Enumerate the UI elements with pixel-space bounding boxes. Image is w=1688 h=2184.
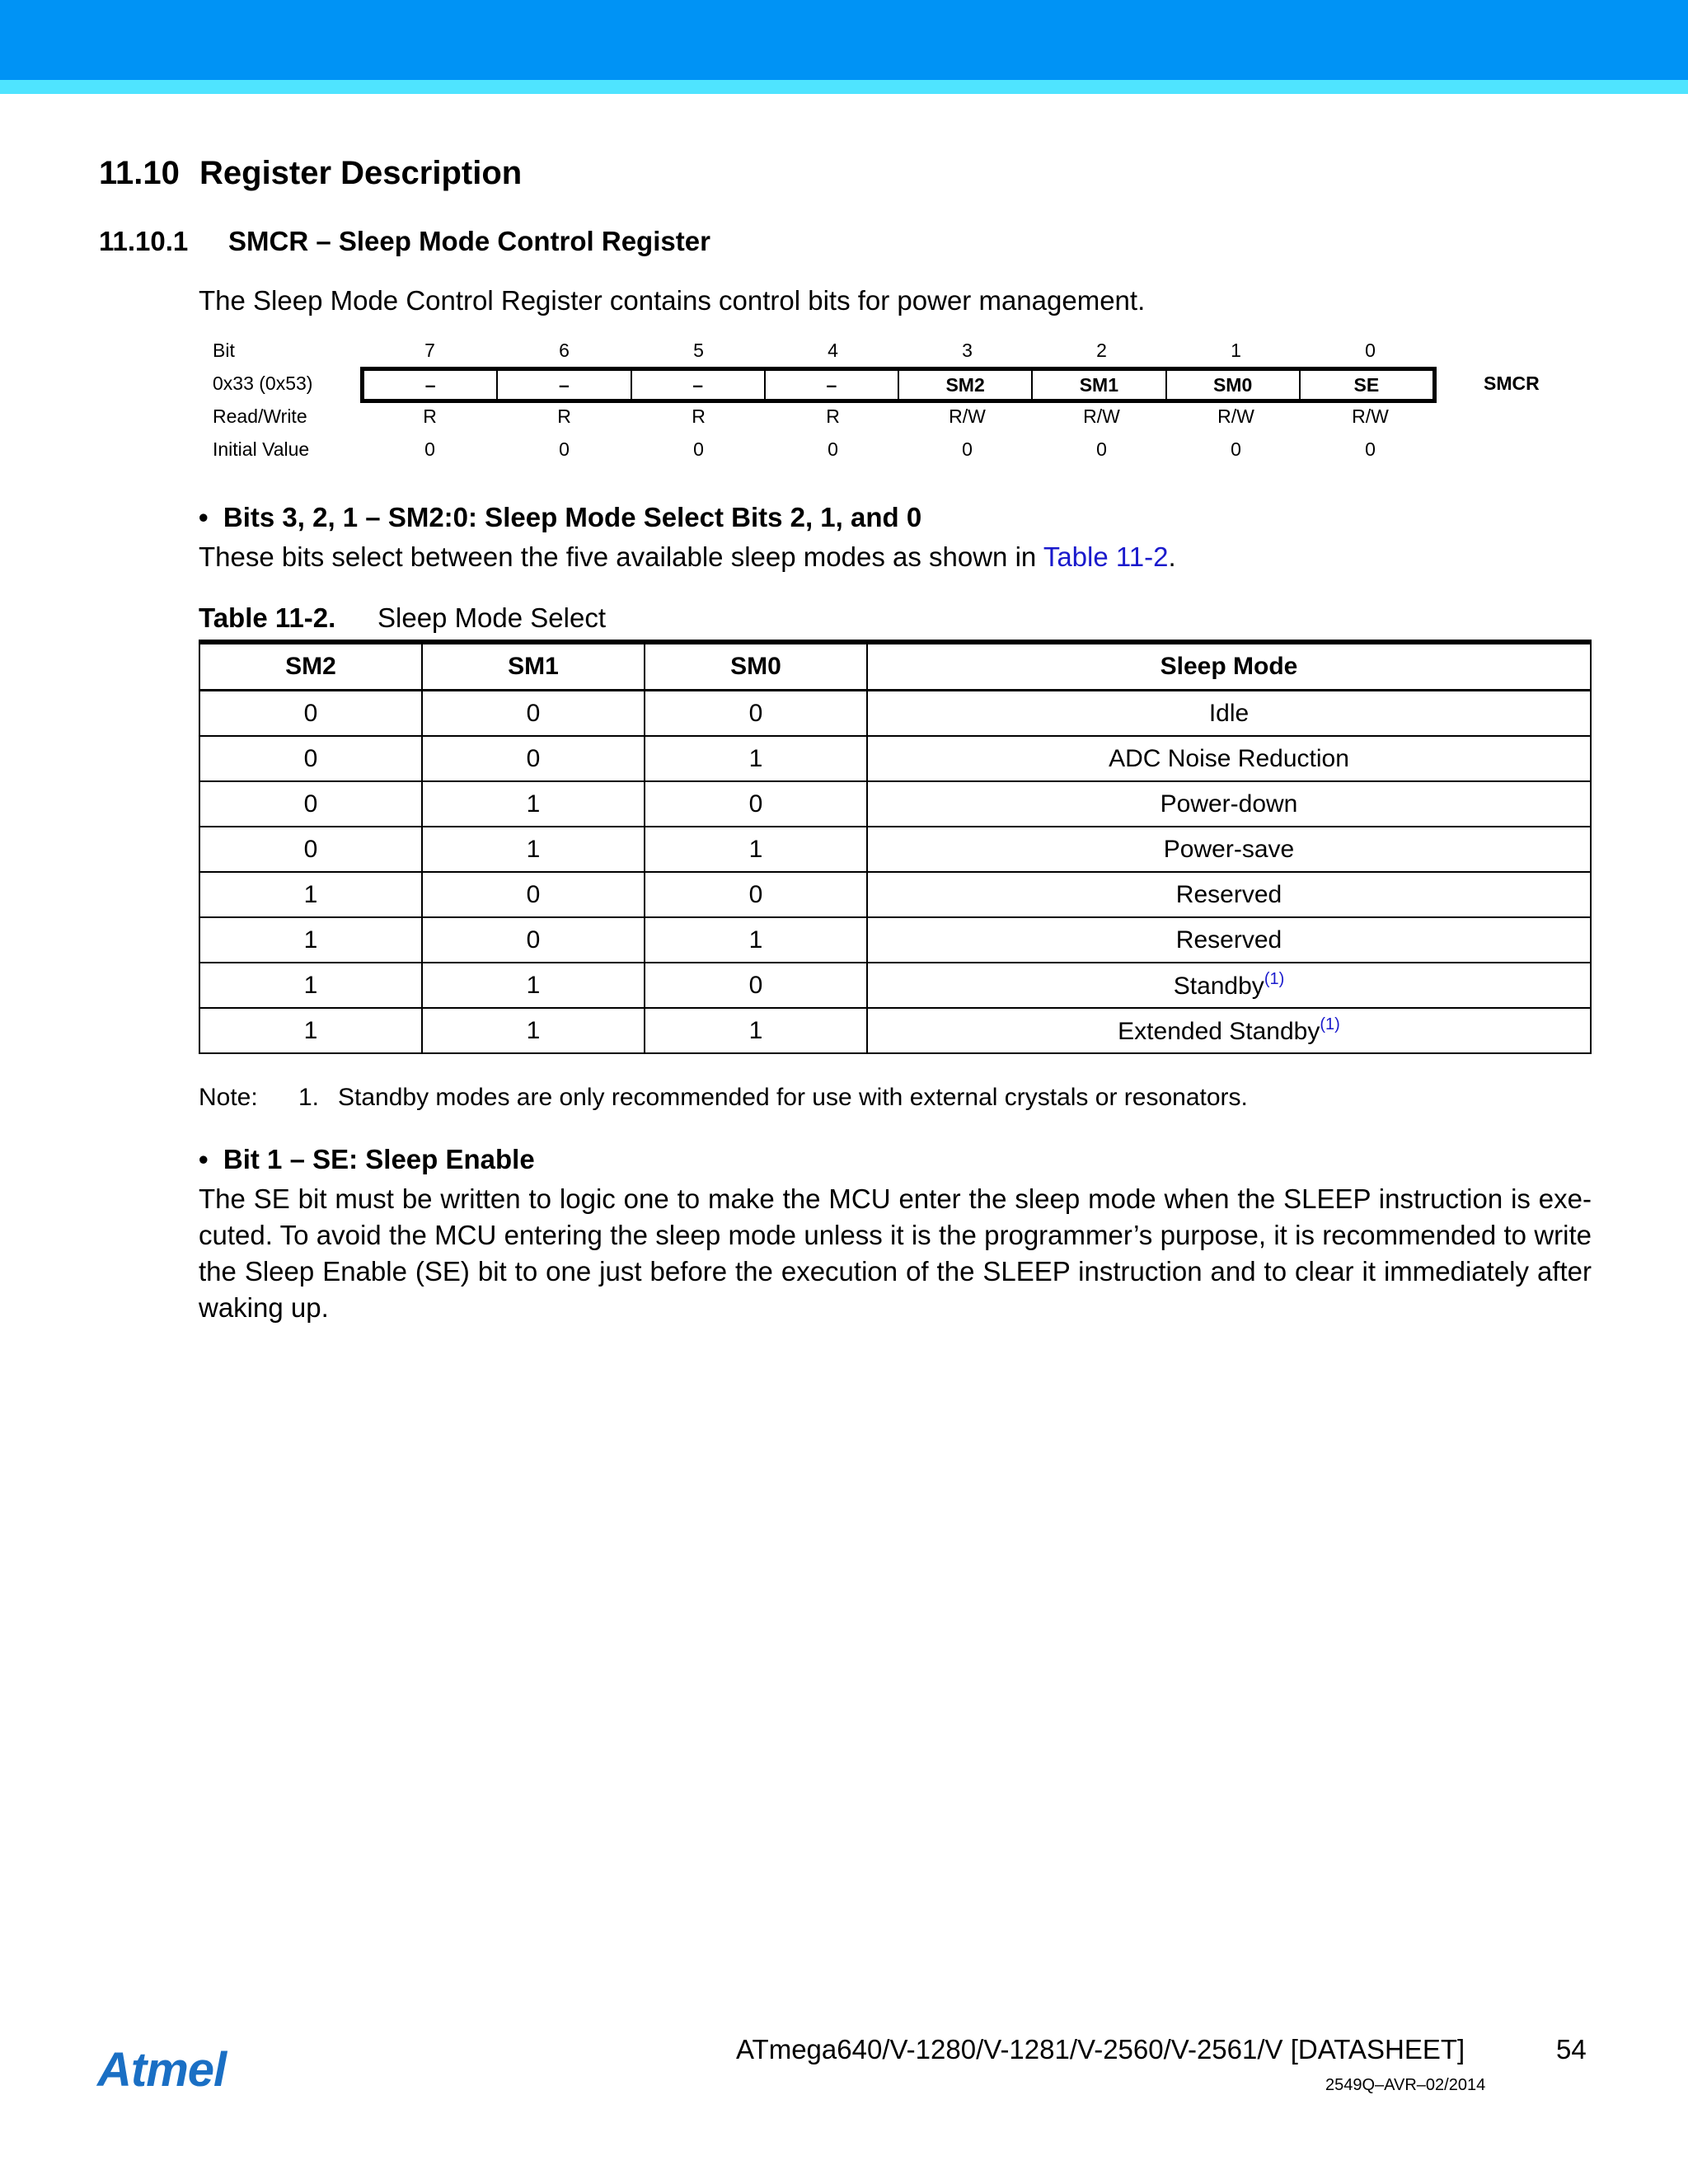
bullet-sleep-mode-select: • Bits 3, 2, 1 – SM2:0: Sleep Mode Select Bits 2, 1, and 0: [199, 502, 922, 532]
section-heading: [99, 155, 522, 192]
cell-sm1: 1: [422, 781, 645, 827]
cell-sm2: 1: [199, 917, 422, 963]
reg-bit-cell: SE: [1299, 371, 1432, 399]
cell-sm2: 0: [199, 736, 422, 781]
cell-sleep-mode: [867, 691, 1591, 737]
intro-paragraph: The Sleep Mode Control Register contains control bits for power management.: [199, 285, 1146, 316]
cell-sm0: 1: [645, 1008, 867, 1053]
reg-bit-number: 3: [962, 340, 973, 361]
cell-sm2: 0: [199, 827, 422, 872]
cell-sleep-mode: [867, 827, 1591, 872]
page-number: 54: [1556, 2034, 1587, 2064]
reg-initial-value: 0: [424, 438, 435, 460]
cell-sm2: 1: [199, 872, 422, 917]
reg-rw-value: R: [692, 405, 706, 427]
paragraph-end: .: [1168, 541, 1176, 572]
cell-sleep-mode: [867, 917, 1591, 963]
subsection-title: SMCR – Sleep Mode Control Register: [228, 226, 710, 256]
cell-sm1: 0: [422, 917, 645, 963]
sleep-mode-paragraph: [199, 539, 1176, 575]
subsection-number: 11.10.1: [99, 226, 189, 256]
sleep-mode-name: Idle: [1208, 699, 1250, 727]
reg-initial-value: 0: [828, 438, 838, 460]
reg-bit-label: Bit: [213, 340, 235, 361]
table-row: [199, 1008, 1591, 1053]
cell-sm2: 1: [199, 963, 422, 1008]
register-name: SMCR: [1484, 373, 1540, 394]
table-row: [199, 691, 1591, 737]
reg-rw-value: R: [423, 405, 437, 427]
reg-initial-value: 0: [1231, 438, 1241, 460]
reg-bit-cell: –: [631, 371, 764, 399]
cell-sleep-mode: [867, 781, 1591, 827]
reg-initial-value: 0: [1096, 438, 1107, 460]
reg-bit-cell: –: [764, 371, 898, 399]
reg-bit-number: 0: [1365, 340, 1376, 361]
reg-bit-cell: SM0: [1165, 371, 1299, 399]
cell-sm1: 0: [422, 736, 645, 781]
document-code: 2549Q–AVR–02/2014: [1325, 2076, 1486, 2094]
note-label: Note:: [199, 1084, 258, 1111]
reg-rw-value: R/W: [1083, 405, 1120, 427]
footnote-ref[interactable]: (1): [1264, 970, 1285, 988]
cell-sm0: 0: [645, 691, 867, 737]
sleep-mode-table: [199, 640, 1592, 1054]
table-row: [199, 781, 1591, 827]
sleep-mode-name: Power-down: [1160, 790, 1298, 818]
reg-bit-number: 6: [559, 340, 570, 361]
header-sm0: SM0: [645, 642, 867, 691]
header-stripe: [0, 80, 1688, 94]
table-caption: [199, 602, 606, 634]
reg-initial-value: 0: [1365, 438, 1376, 460]
header-bar: [0, 0, 1688, 80]
bullet-sleep-enable: • Bit 1 – SE: Sleep Enable: [199, 1144, 535, 1174]
reg-bit-number: 5: [693, 340, 704, 361]
reg-bit-number: 2: [1096, 340, 1107, 361]
reg-bit-cell: SM1: [1031, 371, 1165, 399]
cell-sm2: 0: [199, 781, 422, 827]
reg-bit-cell: –: [424, 374, 436, 396]
cell-sm1: 1: [422, 827, 645, 872]
cell-sm0: 0: [645, 963, 867, 1008]
cell-sm1: 1: [422, 1008, 645, 1053]
table-row: [199, 736, 1591, 781]
cell-sleep-mode: [867, 963, 1591, 1008]
sleep-mode-name: Standby: [1173, 972, 1264, 1000]
cell-sleep-mode: [867, 872, 1591, 917]
reg-bit-number: 7: [424, 340, 435, 361]
header-sm1: SM1: [422, 642, 645, 691]
reg-address-label: 0x33 (0x53): [213, 373, 313, 394]
reg-initial-value: 0: [693, 438, 704, 460]
table-row: [199, 963, 1591, 1008]
cell-sm0: 1: [645, 827, 867, 872]
header-sleep-mode: Sleep Mode: [867, 642, 1591, 691]
cell-sm2: 1: [199, 1008, 422, 1053]
subsection-heading: [99, 226, 710, 257]
reg-init-label: Initial Value: [213, 438, 310, 460]
table-row: [199, 872, 1591, 917]
header-sm2: SM2: [199, 642, 422, 691]
reg-rw-value: R/W: [1352, 405, 1389, 427]
table-link[interactable]: Table 11-2: [1043, 541, 1169, 572]
cell-sm0: 0: [645, 781, 867, 827]
paragraph-text: These bits select between the five available sleep modes as shown in: [199, 541, 1043, 572]
table-row: [199, 917, 1591, 963]
footnote-ref[interactable]: (1): [1320, 1015, 1340, 1033]
note-number: 1.: [298, 1084, 320, 1111]
bullet-heading: Bits 3, 2, 1 – SM2:0: Sleep Mode Select Bits 2, 1, and 0: [223, 502, 922, 532]
table-number: Table 11-2.: [199, 602, 336, 633]
cell-sm1: 0: [422, 872, 645, 917]
document-title: ATmega640/V-1280/V-1281/V-2560/V-2561/V [DATASHEET]: [736, 2034, 1465, 2064]
sleep-mode-name: Reserved: [1175, 880, 1282, 908]
cell-sm1: 1: [422, 963, 645, 1008]
cell-sleep-mode: [867, 1008, 1591, 1053]
reg-bit-cell: –: [496, 371, 630, 399]
reg-initial-value: 0: [962, 438, 973, 460]
reg-rw-value: R/W: [949, 405, 986, 427]
note-text: Standby modes are only recommended for use with external crystals or resonators.: [338, 1084, 1248, 1111]
cell-sm0: 0: [645, 872, 867, 917]
bullet-heading: Bit 1 – SE: Sleep Enable: [223, 1144, 535, 1174]
table-title: Sleep Mode Select: [377, 602, 607, 633]
cell-sm1: 0: [422, 691, 645, 737]
section-number: 11.10: [99, 155, 180, 191]
reg-rw-value: R: [826, 405, 840, 427]
reg-rw-label: Read/Write: [213, 405, 307, 427]
table-note: [199, 1084, 1248, 1112]
reg-rw-value: R/W: [1217, 405, 1254, 427]
cell-sm0: 1: [645, 736, 867, 781]
cell-sm2: 0: [199, 691, 422, 737]
cell-sleep-mode: [867, 736, 1591, 781]
sleep-mode-name: Reserved: [1175, 926, 1282, 954]
atmel-logo: Atmel: [97, 2043, 227, 2097]
sleep-mode-name: Power-save: [1163, 835, 1295, 863]
reg-bit-cell: SM2: [898, 371, 1031, 399]
reg-bit-number: 1: [1231, 340, 1241, 361]
table-header-row: [199, 642, 1591, 691]
cell-sm0: 1: [645, 917, 867, 963]
table-row: [199, 827, 1591, 872]
reg-initial-value: 0: [559, 438, 570, 460]
sleep-mode-name: Extended Standby: [1118, 1018, 1320, 1045]
sleep-enable-paragraph: The SE bit must be written to logic one to make the MCU enter the sleep mode when the SLEEP instruction is exe-cuted. To avoid the MCU entering the sleep mode unless it is the programmer’s purpose, it is recommended to write the Sleep Enable (SE) bit to one just before the execution of the SLEEP instruction and to clear it immediately after waking up.: [199, 1183, 1592, 1323]
section-title: Register Description: [199, 155, 523, 191]
reg-rw-value: R: [557, 405, 571, 427]
register-bit-box: [360, 367, 1437, 403]
reg-bit-number: 4: [828, 340, 838, 361]
sleep-mode-name: ADC Noise Reduction: [1109, 744, 1349, 772]
